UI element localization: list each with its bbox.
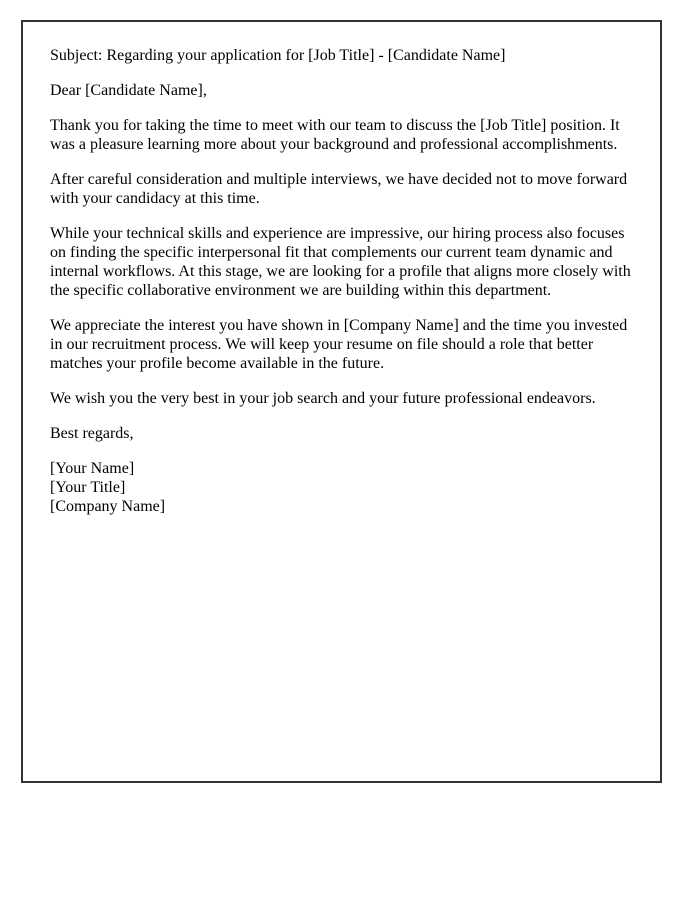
- body-paragraph: We appreciate the interest you have shown in [Company Name] and the time you invested in our recruitment process. We will keep your resume on file should a role that better matches your profile become available in the future.: [50, 317, 628, 372]
- closing-line: Best regards,: [50, 425, 134, 442]
- body-paragraph: While your technical skills and experience are impressive, our hiring process also focuses on finding the specific interpersonal fit that complements our current team dynamic and internal workflows. At this stage, we are looking for a profile that aligns more closely with the specific collaborative environment we are building within this department.: [50, 225, 631, 299]
- body-paragraph: Thank you for taking the time to meet with our team to discuss the [Job Title] position. It was a pleasure learning more about your background and professional accomplishments.: [50, 117, 620, 153]
- letter-document: [21, 20, 662, 783]
- body-paragraph: After careful consideration and multiple interviews, we have decided not to move forward with your candidacy at this time.: [50, 171, 628, 207]
- signature-name: [Your Name]: [50, 460, 135, 477]
- subject-line: Subject: Regarding your application for [Job Title] - [Candidate Name]: [50, 47, 506, 64]
- signature-block: [50, 459, 632, 516]
- greeting-line: Dear [Candidate Name],: [50, 82, 207, 99]
- signature-title: [Your Title]: [50, 479, 126, 496]
- signature-company: [Company Name]: [50, 498, 166, 515]
- body-paragraph: We wish you the very best in your job search and your future professional endeavors.: [50, 390, 596, 407]
